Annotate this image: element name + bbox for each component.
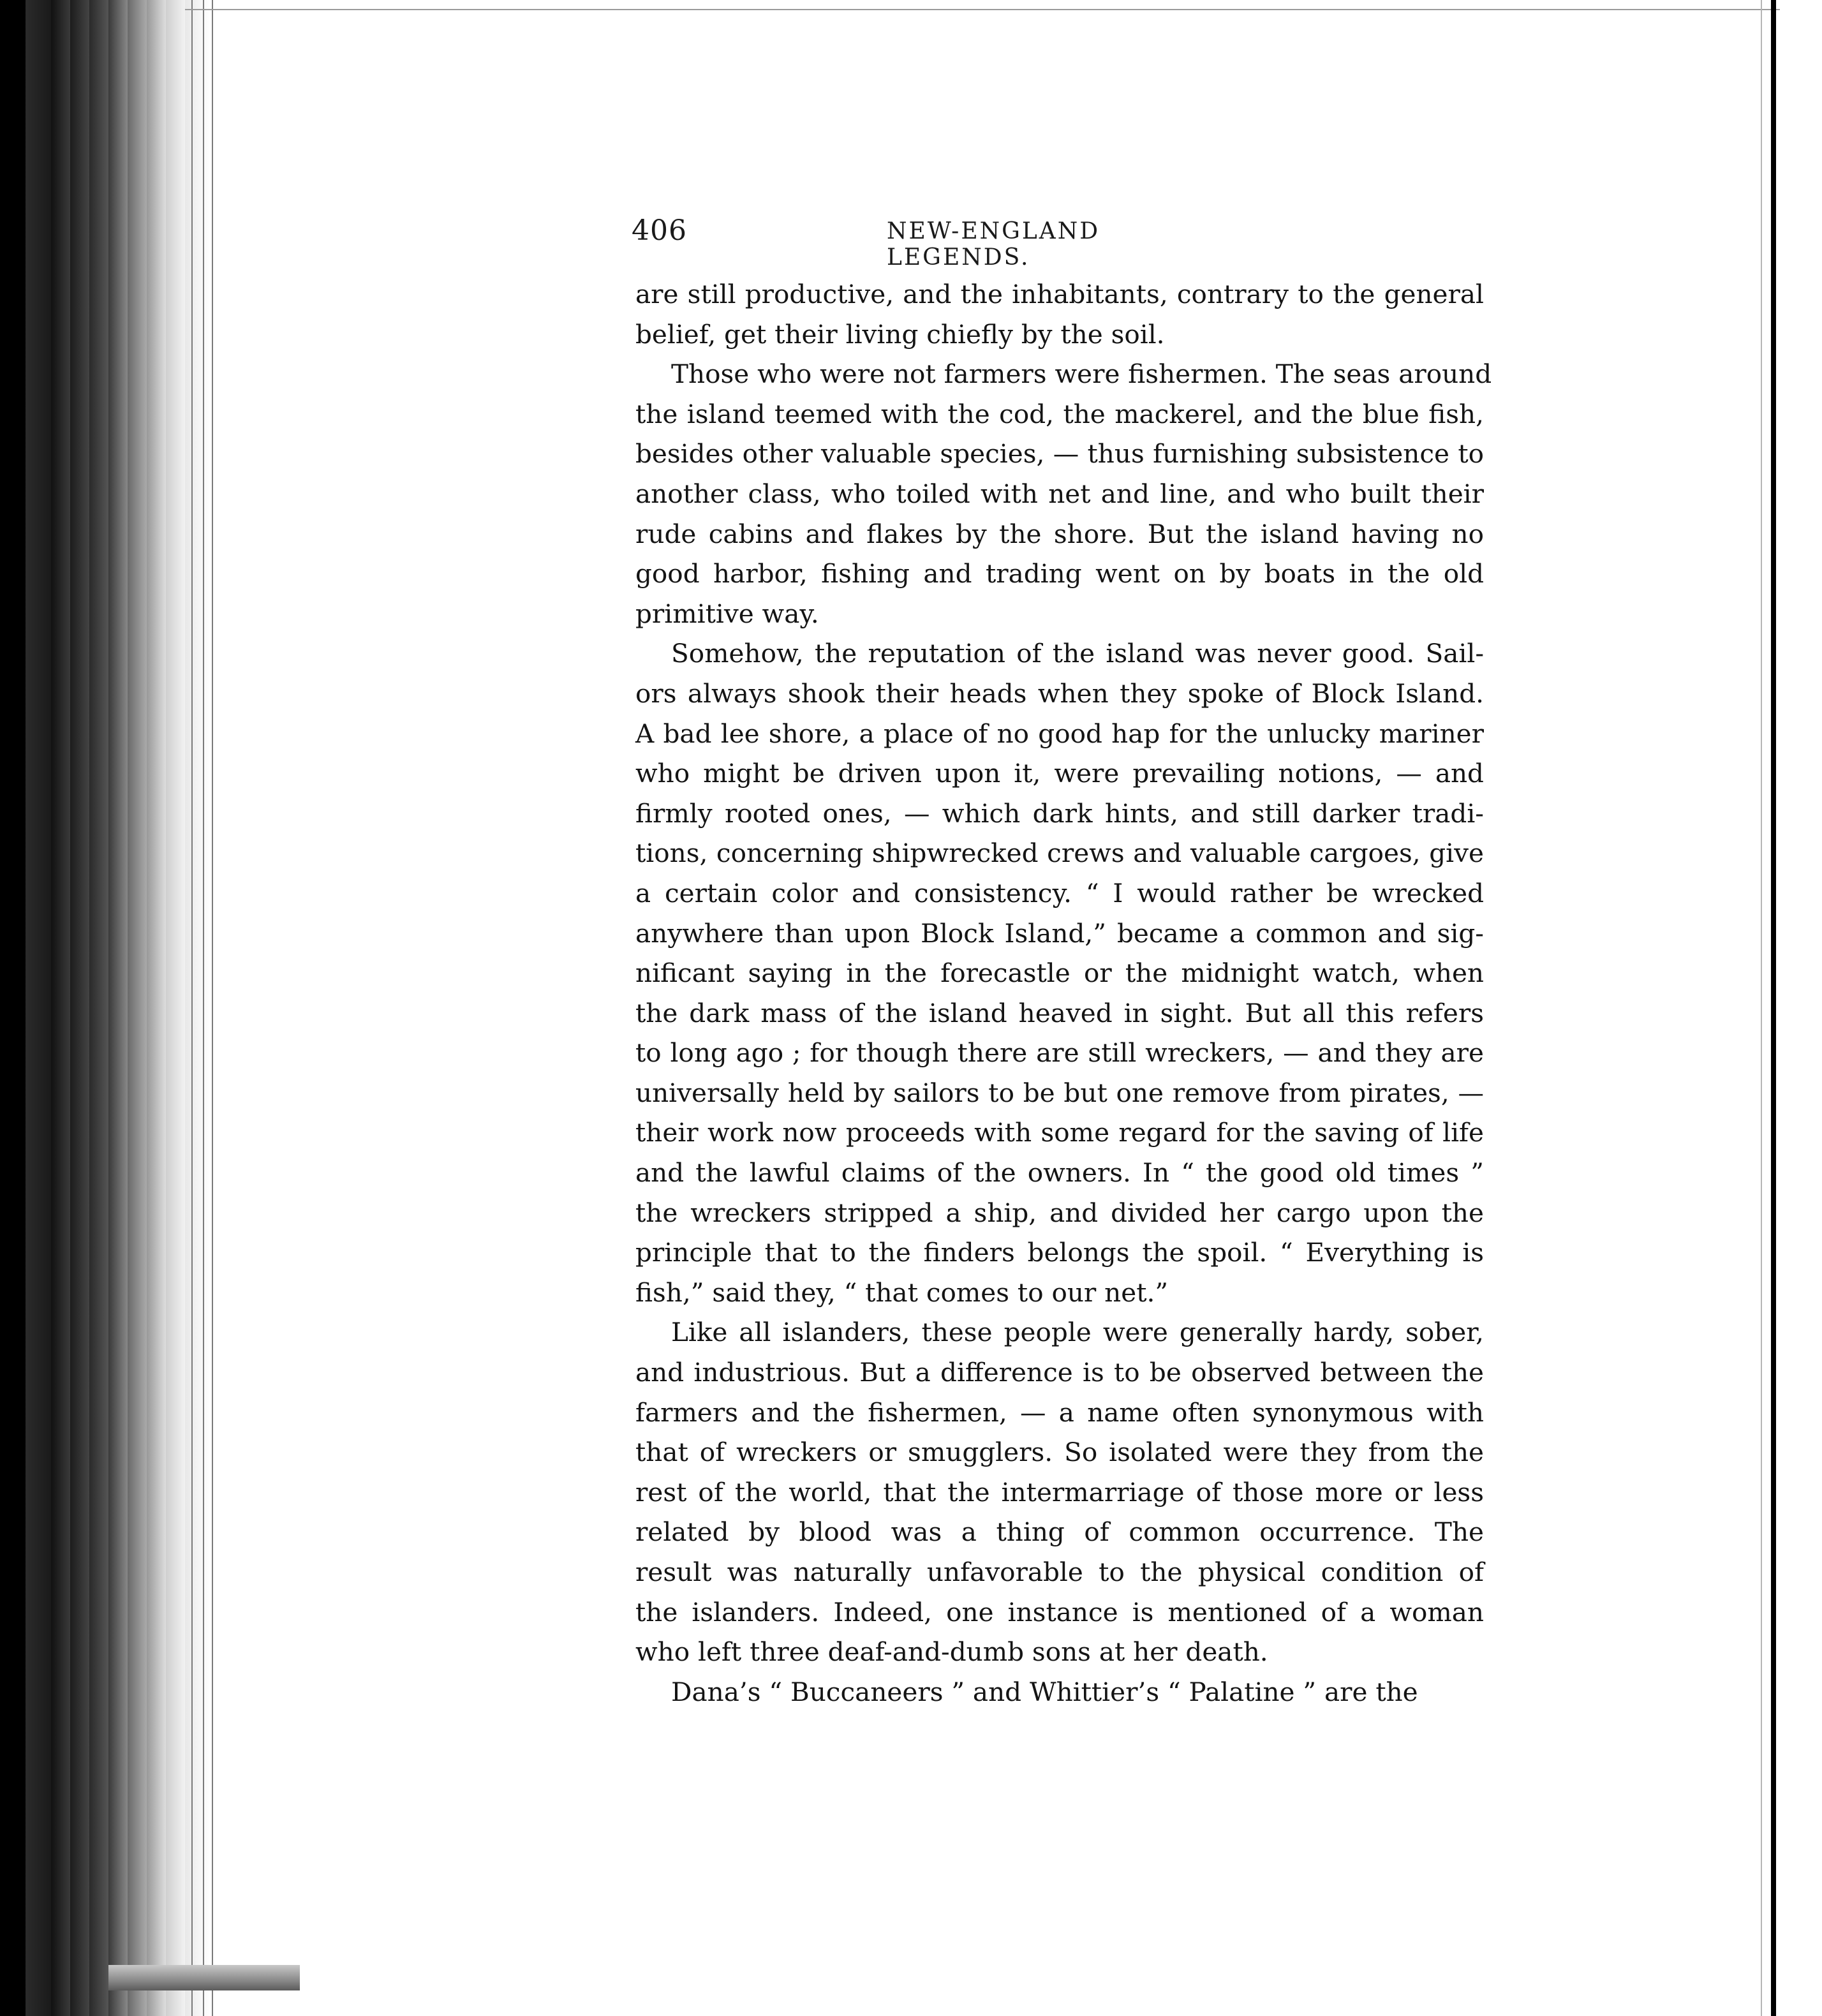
text-line: farmers and the fishermen, — a name often synonymous with (635, 1397, 1484, 1428)
text-line: another class, who toiled with net and line, and who built their (635, 478, 1484, 509)
text-line: nificant saying in the forecastle or the midnight watch, when (635, 958, 1484, 989)
text-line: Somehow, the reputation of the island was never good. Sail- (671, 638, 1484, 669)
text-line: and industrious. But a difference is to be observed between the (635, 1357, 1484, 1388)
text-line: universally held by sailors to be but one remove from pirates, — (635, 1077, 1484, 1108)
page-header (632, 214, 1238, 271)
body-text (635, 274, 1492, 1712)
book-edge (0, 0, 230, 2016)
text-line: the island teemed with the cod, the mackerel, and the blue fish, (635, 398, 1484, 429)
right-page-edge (1761, 0, 1762, 2016)
paragraph (635, 354, 1492, 634)
text-line: A bad lee shore, a place of no good hap for the unlucky mariner (635, 718, 1484, 749)
text-line: Like all islanders, these people were generally hardy, sober, (671, 1317, 1484, 1348)
page-edge-line (203, 0, 204, 2016)
text-line: their work now proceeds with some regard for the saving of life (635, 1117, 1484, 1148)
text-line: ors always shook their heads when they spoke of Block Island. (635, 678, 1484, 709)
paragraph (635, 1312, 1484, 1671)
text-line: anywhere than upon Block Island,” became a common and sig- (635, 917, 1484, 949)
top-page-edge (185, 9, 1780, 10)
bottom-page-edge (108, 1965, 300, 1990)
text-line: who left three deaf-and-dumb sons at her death. (635, 1636, 1268, 1668)
text-line: the dark mass of the island heaved in sight. But all this refers (635, 997, 1484, 1028)
text-line: to long ago ; for though there are still wreckers, — and they are (635, 1037, 1484, 1069)
text-line: result was naturally unfavorable to the physical condition of (635, 1557, 1484, 1587)
running-title: NEW-ENGLAND LEGENDS. (887, 218, 1100, 271)
text-line: belief, get their living chiefly by the soil. (635, 318, 1165, 350)
paragraph (635, 1672, 1484, 1712)
text-line: related by blood was a thing of common occurrence. The (635, 1516, 1484, 1548)
page-edge-line (212, 0, 213, 2016)
text-line: Dana’s “ Buccaneers ” and Whittier’s “ Palatine ” are the (671, 1676, 1418, 1707)
paragraph (635, 634, 1484, 1312)
text-line: rest of the world, that the intermarriage of those more or less (635, 1476, 1484, 1508)
text-line: the islanders. Indeed, one instance is mentioned of a woman (635, 1596, 1484, 1627)
text-line: besides other valuable species, — thus furnishing subsistence to (635, 438, 1484, 470)
text-line: rude cabins and flakes by the shore. But the island having no (635, 518, 1484, 549)
text-line: that of wreckers or smugglers. So isolated were they from the (635, 1437, 1484, 1468)
text-line: a certain color and consistency. “ I would rather be wrecked (635, 877, 1484, 908)
right-margin-rule (1771, 0, 1776, 2016)
text-line: are still productive, and the inhabitants, contrary to the general (635, 279, 1484, 309)
text-line: and the lawful claims of the owners. In “ the good old times ” (635, 1157, 1484, 1189)
paragraph (635, 274, 1484, 354)
text-line: the wreckers stripped a ship, and divided her cargo upon the (635, 1197, 1484, 1228)
text-line: good harbor, fishing and trading went on by boats in the old (635, 558, 1484, 589)
page-number: 406 (632, 214, 687, 247)
text-line: who might be driven upon it, were prevailing notions, — and (635, 758, 1484, 789)
text-line: principle that to the finders belongs the spoil. “ Everything is (635, 1237, 1484, 1268)
text-line: tions, concerning shipwrecked crews and valuable cargoes, give (635, 838, 1484, 869)
text-line: primitive way. (635, 598, 819, 629)
text-line: Those who were not farmers were fishermen. The seas around (671, 359, 1492, 390)
page-edge-line (191, 0, 193, 2016)
text-line: firmly rooted ones, — which dark hints, and still darker tradi- (635, 797, 1484, 829)
text-line: fish,” said they, “ that comes to our net.” (635, 1277, 1169, 1308)
